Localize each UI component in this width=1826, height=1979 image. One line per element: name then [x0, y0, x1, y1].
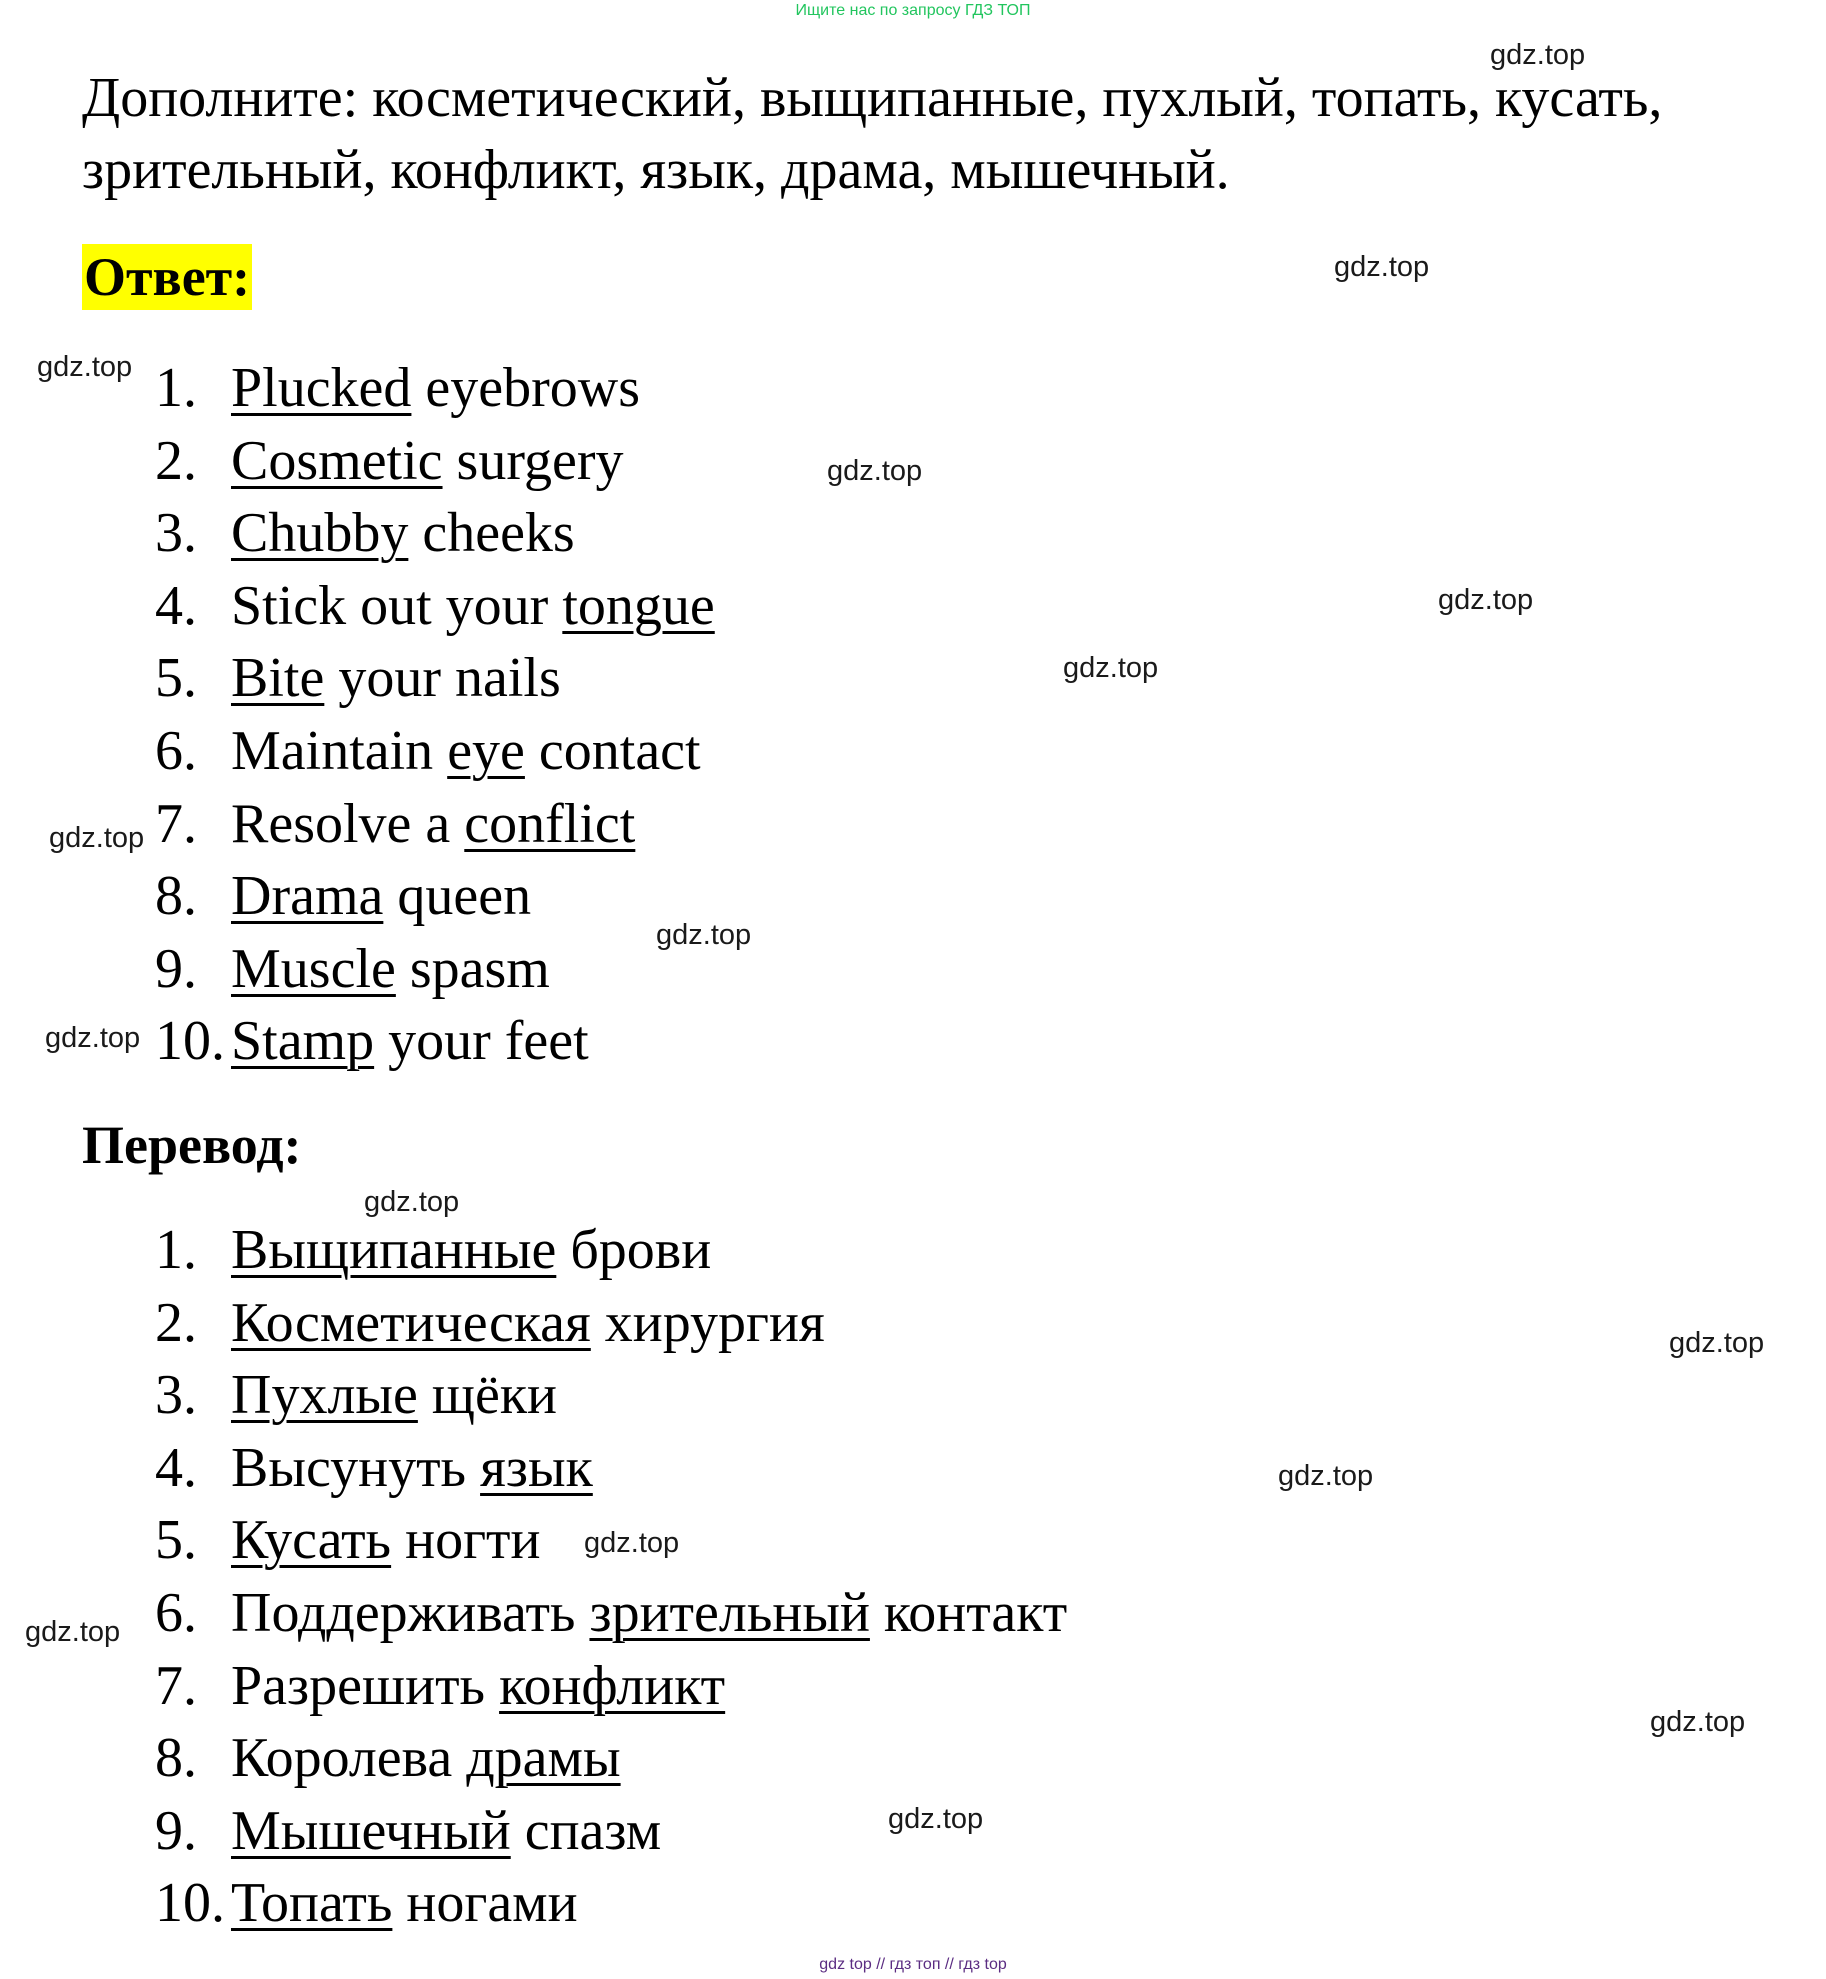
- underlined-word: Bite: [231, 647, 325, 710]
- list-item: 3. Chubby cheeks: [155, 502, 575, 565]
- list-item: 10. Топать ногами: [155, 1872, 578, 1935]
- list-item: 1. Plucked eyebrows: [155, 357, 641, 419]
- underlined-word: Stamp: [231, 1010, 375, 1073]
- list-item: 3. Пухлые щёки: [155, 1364, 558, 1427]
- watermark: gdz.top: [1063, 652, 1159, 684]
- underlined-word: Plucked: [231, 357, 412, 419]
- watermark: gdz.top: [656, 919, 752, 951]
- underlined-word: Drama: [231, 865, 384, 928]
- watermark: gdz.top: [364, 1186, 460, 1218]
- list-item: 7. Resolve a conflict: [155, 792, 636, 855]
- underlined-word: Выщипанные: [231, 1219, 557, 1281]
- list-item: 6. Maintain eye contact: [155, 719, 701, 782]
- watermark: gdz.top: [49, 822, 145, 854]
- underlined-word: Мышечный: [231, 1799, 511, 1862]
- list-item: 7. Разрешить конфликт: [155, 1654, 726, 1717]
- list-item: 9. Muscle spasm: [155, 937, 550, 1000]
- list-item: 5. Bite your nails: [155, 647, 561, 710]
- list-item: 6. Поддерживать зрительный контакт: [155, 1581, 1068, 1644]
- underlined-word: Muscle: [231, 937, 396, 1000]
- answer-list: [155, 352, 715, 1078]
- underlined-word: зрительный: [589, 1581, 870, 1644]
- underlined-word: Косметическая: [231, 1291, 591, 1354]
- watermark: gdz.top: [1438, 584, 1534, 616]
- watermark: gdz.top: [1334, 251, 1430, 283]
- underlined-word: язык: [480, 1436, 593, 1499]
- list-item: 8. Drama queen: [155, 865, 532, 928]
- watermark: gdz.top: [1650, 1706, 1746, 1738]
- list-item: 2. Cosmetic surgery: [155, 429, 624, 492]
- underlined-word: Топать: [231, 1872, 393, 1935]
- translation-heading: Перевод:: [82, 1115, 302, 1175]
- watermark: gdz.top: [1490, 39, 1586, 71]
- search-banner: Ищите нас по запросу ГДЗ ТОП: [795, 2, 1031, 19]
- watermark: gdz.top: [37, 351, 133, 383]
- list-item: 4. Высунуть язык: [155, 1436, 593, 1499]
- underlined-word: tongue: [562, 574, 715, 637]
- list-item: 8. Королева драмы: [155, 1727, 621, 1790]
- answer-heading: Ответ:: [82, 244, 252, 310]
- list-item: 2. Косметическая хирургия: [155, 1291, 825, 1354]
- underlined-word: Cosmetic: [231, 429, 443, 492]
- watermark: gdz.top: [584, 1527, 680, 1559]
- list-item: 9. Мышечный спазм: [155, 1799, 662, 1862]
- watermark: gdz.top: [827, 455, 923, 487]
- watermark: gdz.top: [45, 1022, 141, 1054]
- watermark: gdz.top: [25, 1616, 121, 1648]
- underlined-word: Chubby: [231, 502, 409, 565]
- watermark: gdz.top: [1278, 1460, 1374, 1492]
- underlined-word: eye: [447, 719, 525, 782]
- underlined-word: Кусать: [231, 1509, 392, 1572]
- underlined-word: Пухлые: [231, 1364, 418, 1427]
- task-text: Дополните: косметический, выщипанные, пухлый, топать, кусать, зрительный, конфликт, язык, драма, мышечный.: [82, 67, 1663, 201]
- list-item: 5. Кусать ногти: [155, 1509, 541, 1572]
- footer-watermark: gdz top // гдз топ // гдз top: [819, 1956, 1007, 1973]
- underlined-word: conflict: [464, 792, 636, 855]
- underlined-word: конфликт: [499, 1654, 726, 1717]
- list-item: 4. Stick out your tongue: [155, 574, 715, 637]
- watermark: gdz.top: [1669, 1327, 1765, 1359]
- watermark: gdz.top: [888, 1803, 984, 1835]
- list-item: 10. Stamp your feet: [155, 1010, 589, 1073]
- underlined-word: драмы: [466, 1727, 621, 1790]
- list-item: 1. Выщипанные брови: [155, 1219, 712, 1281]
